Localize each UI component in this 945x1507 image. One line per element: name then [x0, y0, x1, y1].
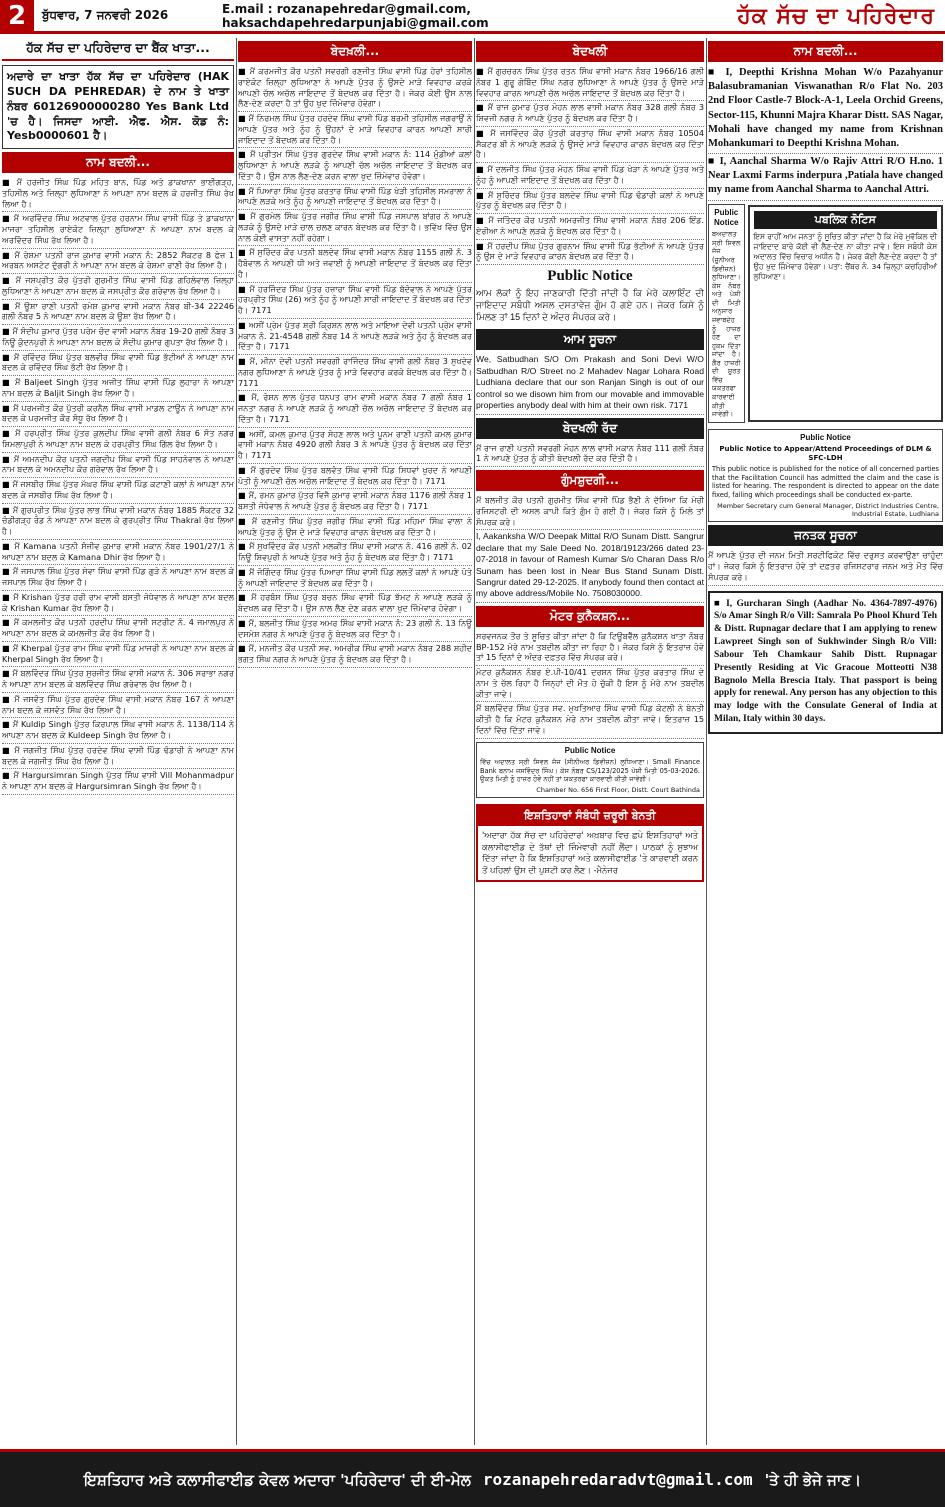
court-notice-title: Public Notice: [564, 745, 616, 755]
notice-text: ਮੈਂ ਹਰਦੀਪ ਸਿੰਘ ਪੁੱਤਰ ਗੁਰਨਾਮ ਸਿੰਘ ਵਾਸੀ ਪਿੰਡ ਭੱਟੀਆਂ ਨੇ ਆਪਣੇ ਪੁੱਤਰ ਨੂੰ ਉਸ ਦੇ ਮਾੜੇ ਵਿਵਹਾਰ ਕਾਰਨ ਬੇਦਖਲ ਕਰ ਦਿੱਤਾ ਹੈ।: [476, 240, 704, 262]
notice-text: ਮੈਂ ਗੁਰਦੇਵ ਸਿੰਘ ਪੁੱਤਰ ਬਲਵੰਤ ਸਿੰਘ ਵਾਸੀ ਪਿੰਡ ਸਿਧਵਾਂ ਖੁਰਦ ਨੇ ਆਪਣੀ ਪੋਤੀ ਨੂੰ ਆਪਣੀ ਚੱਲ ਅਚੱਲ ਜਾਇਦਾਦ ਤੋਂ ਬੇਦਖਲ ਕਰ ਦਿੱਤਾ ਹੈ। 7171: [238, 464, 472, 486]
list-item: [238, 391, 472, 427]
section-heading-disownment: ਬੇਦਖ਼ਲੀ...: [238, 41, 472, 62]
pablic-notice-text: ਇਸ ਰਾਹੀਂ ਆਮ ਜਨਤਾ ਨੂੰ ਸੂਚਿਤ ਕੀਤਾ ਜਾਂਦਾ ਹੈ ਕਿ ਮੇਰੇ ਮੁਵੱਕਿਲ ਦੀ ਜਾਇਦਾਦ ਬਾਰੇ ਕੋਈ ਵੀ ਲੈਣ-ਦੇਣ ਨਾ ਕੀਤਾ ਜਾਵੇ। ਇਸ ਸਬੰਧੀ ਕੇਸ ਅਦਾਲਤ ਵਿੱਚ ਵਿਚਾਰ ਅਧੀਨ ਹੈ। ਜੇਕਰ ਕੋਈ ਲੈਣ-ਦੇਣ ਕਰਦਾ ਹੈ ਤਾਂ ਉਹ ਖੁਦ ਜ਼ਿੰਮੇਵਾਰ ਹੋਵੇਗਾ। ਪਤਾ: ਚੈਂਬਰ ਨੰ. 34 ਜ਼ਿਲ੍ਹਾ ਕਚਹਿਰੀਆਂ ਲੁਧਿਆਣਾ।: [753, 231, 937, 281]
notice-text: ਮੈਂ ਰਵਿੰਦਰ ਸਿੰਘ ਪੁੱਤਰ ਬਲਵੀਰ ਸਿੰਘ ਵਾਸੀ ਪਿੰਡ ਭੱਟੀਆਂ ਨੇ ਆਪਣਾ ਨਾਮ ਬਦਲ ਕੇ ਰਵਿੰਦਰ ਸਿੰਘ ਭੱਟੀ ਰੱਖ ਲਿਆ ਹੈ।: [2, 351, 234, 373]
notice-text: ਮੈਂ Kamana ਪਤਨੀ ਸੰਜੀਵ ਕੁਮਾਰ ਵਾਸੀ ਮਕਾਨ ਨੰਬਰ 1901/27/1 ਨੇ ਆਪਣਾ ਨਾਮ ਬਦਲ ਕੇ Kamana Dhir ਰੱਖ ਲਿਆ ਹੈ।: [2, 540, 234, 562]
list-item: [2, 718, 234, 744]
list-item: [2, 744, 234, 770]
notice-text: ਮੈਂ ਜਸਵੰਤ ਸਿੰਘ ਪੁੱਤਰ ਗੁਰਦੇਵ ਸਿੰਘ ਵਾਸੀ ਮਕਾਨ ਨੰਬਰ 167 ਨੇ ਆਪਣਾ ਨਾਮ ਬਦਲ ਕੇ ਜਸਵੰਤ ਸਿੰਘ ਰੱਖ ਲਿਆ ਹੈ।: [2, 693, 234, 715]
notice-text: ਮੈਂ Kuldip Singh ਪੁੱਤਰ ਕਿਰਪਾਲ ਸਿੰਘ ਵਾਸੀ ਮਕਾਨ ਨੰ. 1138/114 ਨੇ ਆਪਣਾ ਨਾਮ ਬਦਲ ਕੇ Kuldeep Singh ਰੱਖ ਲਿਆ ਹੈ।: [2, 719, 234, 741]
list-item: ਸਰਵਜਨਕ ਤੌਰ ਤੇ ਸੂਚਿਤ ਕੀਤਾ ਜਾਂਦਾ ਹੈ ਕਿ ਟਿਊਬਵੈੱਲ ਕੁਨੈਕਸ਼ਨ ਖਾਤਾ ਨੰਬਰ BP-152 ਮੇਰੇ ਨਾਮ ਤਬਦੀਲ ਕੀਤਾ ਜਾ ਰਿਹਾ ਹੈ। ਜੇਕਰ ਕਿਸੇ ਨੂੰ ਇਤਰਾਜ਼ ਹੋਵੇ ਤਾਂ 15 ਦਿਨਾਂ ਦੇ ਅੰਦਰ ਦਫ਼ਤਰ ਵਿੱਚ ਸੰਪਰਕ ਕਰੇ।: [476, 630, 704, 666]
section-heading-motor-connection: ਮੋਟਰ ਕੁਨੈਕਸ਼ਨ...: [476, 606, 704, 627]
list-item: [238, 464, 472, 490]
list-item: [2, 565, 234, 591]
column-4: [708, 38, 943, 1445]
list-item: [476, 127, 704, 163]
notice-text: ਮੈਂ ਰਣਜੀਤ ਸਿੰਘ ਪੁੱਤਰ ਜਗੀਰ ਸਿੰਘ ਵਾਸੀ ਪਿੰਡ ਮਹਿਮਾ ਸਿੰਘ ਵਾਲਾ ਨੇ ਆਪਣੇ ਪੁੱਤਰ ਨੂੰ ਉਸ ਦੇ ਮਾੜੇ ਵਿਵਹਾਰ ਕਾਰਨ ਬੇਦਖਲ ਕਰ ਦਿੱਤਾ ਹੈ।: [238, 515, 472, 537]
bullet-icon: ■: [2, 479, 13, 490]
bullet-icon: ■: [238, 247, 250, 258]
passport-notice-box: [708, 591, 943, 734]
bullet-icon: ■: [2, 249, 15, 260]
list-item: [476, 101, 704, 127]
list-item: [2, 540, 234, 566]
court-notice-footer-2: Member Secretary cum General Manager, District Industries Centre, Industrial Estate, Ludhiana: [717, 501, 939, 518]
list-item: [2, 591, 234, 617]
list-item: [238, 540, 472, 566]
column-divider: [236, 38, 237, 1445]
bullet-icon: ■: [238, 515, 252, 526]
bank-account-title: ਹੱਕ ਸੱਚ ਦਾ ਪਹਿਰੇਦਾਰ ਦਾ ਬੈਂਕ ਖਾਤਾ...: [2, 38, 234, 61]
court-notice-box: [476, 742, 704, 799]
notice-text: ਮੈਂ ਜਸਪ੍ਰੀਤ ਕੌਰ ਪੁੱਤਰੀ ਗੁਰਮੀਤ ਸਿੰਘ ਵਾਸੀ ਪਿੰਡ ਗਹਿਲੇਵਾਲ ਜ਼ਿਲ੍ਹਾ ਲੁਧਿਆਣਾ ਨੇ ਆਪਣਾ ਨਾਮ ਬਦਲ ਕੇ ਜਸਪ੍ਰੀਤ ਕੌਰ ਗਰੇਵਾਲ ਰੱਖ ਲਿਆ ਹੈ।: [2, 275, 234, 296]
notice-text: ਮੈਂ, ਰਮਨ ਕੁਮਾਰ ਪੁੱਤਰ ਵਿਜੈ ਕੁਮਾਰ ਵਾਸੀ ਮਕਾਨ ਨੰਬਰ 1176 ਗਲੀ ਨੰਬਰ 1 ਬਸਤੀ ਜੋਧੇਵਾਲ ਨੇ ਆਪਣੇ ਪੁੱਤਰ ਨੂੰ ਬੇਦਖਲ ਕਰ ਦਿੱਤਾ ਹੈ। 7171: [238, 490, 472, 511]
list-item: [2, 212, 234, 248]
section-heading-disownment-cancel: ਬੇਦਖਲੀ ਰੱਦ: [476, 418, 704, 439]
list-item: [238, 319, 472, 355]
notice-text: ਮੈਂ ਜਤਿੰਦਰ ਕੌਰ ਪਤਨੀ ਅਮਰਜੀਤ ਸਿੰਘ ਵਾਸੀ ਮਕਾਨ ਨੰਬਰ 206 ਇੰਡ. ਏਰੀਆ ਨੇ ਆਪਣੇ ਲੜਕੇ ਨੂੰ ਬੇਦਖਲ ਕਰ ਦਿੱਤਾ ਹੈ।: [476, 215, 704, 236]
bank-account-box: ਅਦਾਰੇ ਦਾ ਖਾਤਾ ਹੱਕ ਸੱਚ ਦਾ ਪਹਿਰੇਦਾਰ (HAK SUCH DA PEHREDAR) ਦੇ ਨਾਮ ਤੇ ਖਾਤਾ ਨੰਬਰ 60126900000280 Yes Bank Ltd 'ਚ ਹੈ। ਜਿਸਦਾ ਆਈ. ਐਫ. ਐਸ. ਕੋਡ ਨੰ: Yesb0000601 ਹੈ।: [2, 65, 234, 149]
bullet-icon: ■: [238, 66, 250, 76]
list-item: [476, 240, 704, 266]
list-item: [2, 325, 234, 351]
warning-title: ਇਸ਼ਤਿਹਾਰਾਂ ਸੰਬੰਧੀ ਜ਼ਰੂਰੀ ਬੇਨਤੀ: [478, 806, 702, 826]
notice-text: ਮੈਂ ਬਲਵਿੰਦਰ ਸਿੰਘ ਪੁੱਤਰ ਸੁਰਜੀਤ ਸਿੰਘ ਵਾਸੀ ਮਕਾਨ ਨੰ. 306 ਸਰਾਭਾ ਨਗਰ ਨੇ ਆਪਣਾ ਨਾਮ ਬਦਲ ਕੇ ਬਲਵਿੰਦਰ ਸਿੰਘ ਗਰੇਵਾਲ ਰੱਖ ਲਿਆ ਹੈ।: [2, 668, 234, 690]
list-item: ਮੈਂ ਬਲਵਿੰਦਰ ਸਿੰਘ ਪੁੱਤਰ ਸਵ. ਮੁਖਤਿਆਰ ਸਿੰਘ ਵਾਸੀ ਪਿੰਡ ਕੋਟਲੀ ਨੇ ਬੇਨਤੀ ਕੀਤੀ ਹੈ ਕਿ ਮੋਟਰ ਕੁਨੈਕਸ਼ਨ ਮੇਰੇ ਨਾਮ ਤਬਦੀਲ ਕੀਤਾ ਜਾਵੇ। ਇਤਰਾਜ਼ 15 ਦਿਨਾਂ ਵਿੱਚ ਦਿੱਤਾ ਜਾਵੇ।: [476, 702, 704, 738]
notice-text: ਮੈਂ ਗੁਰਚਰਨ ਸਿੰਘ ਪੁੱਤਰ ਰਤਨ ਸਿੰਘ ਵਾਸੀ ਮਕਾਨ ਨੰਬਰ 1966/16 ਗਲੀ ਨੰਬਰ 1 ਗੁਰੂ ਗੋਬਿੰਦ ਸਿੰਘ ਨਗਰ ਲੁਧਿਆਣਾ ਨੇ ਆਪਣੇ ਪੁੱਤਰ ਨੂੰ ਉਸਦੇ ਮਾੜੇ ਵਿਵਹਾਰ ਕਾਰਨ ਆਪਣੀ ਚੱਲ ਅਚੱਲ ਜਾਇਦਾਦ ਤੋਂ ਬੇਦਖਲ ਕਰ ਦਿੱਤਾ ਹੈ।: [476, 66, 704, 98]
bullet-icon: ■: [476, 66, 488, 76]
court-notice-text: ਵਿੱਚ ਅਦਾਲਤ ਸ੍ਰੀ ਸਿਵਲ ਜੱਜ (ਸੀਨੀਅਰ ਡਿਵੀਜ਼ਨ) ਲੁਧਿਆਣਾ। Small Finance Bank ਬਨਾਮ ਜਸਵਿੰਦਰ ਸਿੰਘ। ਕੇਸ ਨੰਬਰ CS/123/2025 ਪੇਸ਼ੀ ਮਿਤੀ 05-03-2026. ਉਕਤ ਮਿਤੀ ਨੂੰ ਹਾਜ਼ਰ ਹੋਵੋ ਨਹੀਂ ਤਾਂ ਯਕਤਰਫਾ ਕਾਰਵਾਈ ਕੀਤੀ ਜਾਵੇਗੀ।: [480, 757, 700, 784]
list-item: [2, 693, 234, 719]
bullet-icon: ■: [238, 617, 249, 628]
bullet-icon: ■: [476, 127, 491, 138]
disownment-list: [238, 65, 472, 668]
section-heading-public-info: ਜਨਤਕ ਸੂਚਨਾ: [708, 525, 943, 546]
page-number: 2: [0, 0, 34, 33]
list-item: [238, 185, 472, 211]
bullet-icon: ■: [2, 566, 13, 577]
list-item: [238, 428, 472, 464]
bullet-icon: ■: [238, 566, 249, 577]
general-notice-text: We, Satbudhan S/O Om Prakash and Soni Devi W/O Satbudhan R/O Street no 2 Mahadev Nagar Lohara Road Ludhiana declare that our son Ranjan Singh is out of our control so we disown him from our movable and immovable properties anybody deal with him at their own risk. 7171: [476, 353, 704, 414]
bullet-icon: ■: [2, 744, 15, 755]
issue-date: ਬੁੱਧਵਾਰ, 7 ਜਨਵਰੀ 2026: [42, 8, 169, 22]
notice-text: ਮੈਂ ਹਰਪ੍ਰੀਤ ਸਿੰਘ ਪੁੱਤਰ ਕੁਲਦੀਪ ਸਿੰਘ ਵਾਸੀ ਗਲੀ ਨੰਬਰ 6 ਸੰਤ ਨਗਰ ਸ਼ਿਮਲਾਪੁਰੀ ਨੇ ਆਪਣਾ ਨਾਮ ਬਦਲ ਕੇ ਹਰਪ੍ਰੀਤ ਸਿੰਘ ਗਿੱਲ ਰੱਖ ਲਿਆ ਹੈ।: [2, 428, 234, 449]
notice-text: ਮੈਂ ਦਲਜੀਤ ਸਿੰਘ ਪੁੱਤਰ ਮੋਹਨ ਸਿੰਘ ਵਾਸੀ ਪਿੰਡ ਖੇੜਾ ਨੇ ਆਪਣੇ ਪੁੱਤਰ ਅਤੇ ਨੂੰਹ ਨੂੰ ਆਪਣੀ ਜਾਇਦਾਦ ਤੋਂ ਬੇਦਖਲ ਕਰ ਦਿੱਤਾ ਹੈ।: [476, 164, 704, 185]
notice-text: ਮੈਂ ਜੋਗਿੰਦਰ ਸਿੰਘ ਪੁੱਤਰ ਪਿਆਰਾ ਸਿੰਘ ਵਾਸੀ ਪਿੰਡ ਲਲਤੋਂ ਕਲਾਂ ਨੇ ਆਪਣੇ ਪੋਤੇ ਨੂੰ ਆਪਣੀ ਜਾਇਦਾਦ ਤੋਂ ਬੇਦਖਲ ਕਰ ਦਿੱਤਾ ਹੈ।: [238, 566, 472, 588]
list-item: [2, 249, 234, 275]
section-heading-general-notice: ਆਮ ਸੂਚਨਾ: [476, 329, 704, 350]
bullet-icon: ■: [2, 668, 13, 679]
advertiser-warning-box: [476, 804, 704, 882]
bullet-icon: ■: [238, 149, 251, 160]
list-item: [2, 351, 234, 377]
page-footer: [0, 1449, 945, 1507]
notice-text: ਮੈਂ ਕਮਲਜੀਤ ਕੌਰ ਪਤਨੀ ਹਰਦੀਪ ਸਿੰਘ ਵਾਸੀ ਸਟਰੀਟ ਨੰ. 4 ਜਮਾਲਪੁਰ ਨੇ ਆਪਣਾ ਨਾਮ ਬਦਲ ਕੇ ਕਮਲਜੀਤ ਕੌਰ ਰੱਖ ਲਿਆ ਹੈ।: [2, 617, 234, 639]
list-item: [476, 163, 704, 189]
bullet-icon: ■: [238, 113, 249, 123]
list-item: [238, 642, 472, 668]
notice-text: ਮੈਂ, ਮਨਜੀਤ ਕੌਰ ਪਤਨੀ ਸਵ. ਅਮਰੀਕ ਸਿੰਘ ਵਾਸੀ ਮਕਾਨ ਨੰਬਰ 288 ਸ਼ਹੀਦ ਭਗਤ ਸਿੰਘ ਨਗਰ ਨੇ ਆਪਣੇ ਪੁੱਤਰ ਨੂੰ ਬੇਦਖਲ ਕਰ ਦਿੱਤਾ ਹੈ।: [238, 643, 472, 664]
notice-text: ਮੈਂ ਅਮਨਦੀਪ ਕੌਰ ਪਤਨੀ ਜਗਦੀਪ ਸਿੰਘ ਵਾਸੀ ਪਿੰਡ ਸਾਹਨੇਵਾਲ ਨੇ ਆਪਣਾ ਨਾਮ ਬਦਲ ਕੇ ਅਮਨਦੀਪ ਕੌਰ ਗਰੇਵਾਲ ਰੱਖ ਲਿਆ ਹੈ।: [2, 453, 234, 475]
list-item: I, Aakanksha W/O Deepak Mittal R/O Sunam Distt. Sangrur declare that my Sale Deed No. 2018/19123/266 dated 23-07-2018 in favour of Ramesh Kumar S/o Charan Dass R/o Sunam has been lost in Near Bus Stand Sunam Distt. Sangrur dated 29-12-2025. If anybody found then contact at my above address/Mobile No. 7508030000.: [476, 530, 704, 603]
notice-row: [708, 201, 943, 426]
name-change-list: [2, 176, 234, 795]
bullet-icon: ■: [2, 504, 13, 515]
notice-text: ਮੈਂ Krishan ਪੁੱਤਰ ਹਰੀ ਰਾਮ ਵਾਸੀ ਬਸਤੀ ਜੋਧੇਵਾਲ ਨੇ ਆਪਣਾ ਨਾਮ ਬਦਲ ਕੇ Krishan Kumar ਰੱਖ ਲਿਆ ਹੈ।: [2, 591, 234, 613]
bullet-icon: ■: [2, 213, 14, 224]
bullet-icon: ■: [238, 392, 252, 403]
notice-text: ਮੈਂ ਜਸਵਿੰਦਰ ਕੌਰ ਪੁੱਤਰੀ ਕਰਤਾਰ ਸਿੰਘ ਵਾਸੀ ਮਕਾਨ ਨੰਬਰ 10504 ਸੈਕਟਰ ਬੀ ਨੇ ਆਪਣੇ ਲੜਕੇ ਨੂੰ ਉਸਦੇ ਮਾੜੇ ਵਿਵਹਾਰ ਕਾਰਨ ਬੇਦਖਲ ਕਰ ਦਿੱਤਾ ਹੈ।: [476, 127, 704, 160]
list-item: ■ I, Deepthi Krishna Mohan W/o Pazahyanur Balasubramanian Viswanathan R/o Flat No. 203 2nd Floor Castle-7 Block-A-1, Leela Orchid Greens, Sector-115, Khunni Majra Kharar Distt. SAS Nagar, Mohali have changed my name from Krishnan Mohankumari to Deepthi Krishna Mohan.: [708, 65, 943, 154]
section-heading-name-change: ਨਾਮ ਬਦਲੀ...: [2, 152, 234, 173]
notice-text: ਮੈਂ ਜਸਪਾਲ ਸਿੰਘ ਪੁੱਤਰ ਸੇਵਾ ਸਿੰਘ ਵਾਸੀ ਪਿੰਡ ਗੁੜੇ ਨੇ ਆਪਣਾ ਨਾਮ ਬਦਲ ਕੇ ਜਸਪਾਲ ਸਿੰਘ ਰੱਖ ਲਿਆ ਹੈ।: [2, 566, 234, 588]
bullet-icon: ■: [238, 643, 249, 654]
notice-text: ਮੈਂ ਰੇਸ਼ਮਾ ਪਤਨੀ ਰਾਜ ਕੁਮਾਰ ਵਾਸੀ ਮਕਾਨ ਨੰ: 2852 ਸੈਕਟਰ 8 ਫੇਜ਼ 1 ਅਰਬਨ ਅਸਟੇਟ ਦੁੱਗਰੀ ਨੇ ਆਪਣਾ ਨਾਮ ਬਦਲ ਕੇ ਰੇਸ਼ਮਾ ਰਾਣੀ ਰੱਖ ਲਿਆ ਹੈ।: [2, 249, 234, 271]
notice-text: ਮੈਂ ਹਰਬੰਸ ਸਿੰਘ ਪੁੱਤਰ ਬਚਨ ਸਿੰਘ ਵਾਸੀ ਪਿੰਡ ਝੱਮਟ ਨੇ ਆਪਣੇ ਲੜਕੇ ਨੂੰ ਬੇਦਖਲ ਕਰ ਦਿੱਤਾ ਹੈ। ਉਸ ਨਾਲ ਲੈਣ ਦੇਣ ਕਰਨ ਵਾਲਾ ਖੁਦ ਜ਼ਿੰਮੇਵਾਰ ਹੋਵੇਗਾ।: [238, 592, 472, 613]
public-notice-box-title: Public Notice: [714, 207, 739, 227]
list-item: [238, 355, 472, 391]
column-1: [2, 38, 234, 1445]
warning-text: 'ਅਦਾਰਾ ਹੱਕ ਸੱਚ ਦਾ ਪਹਿਰੇਦਾਰ' ਅਖ਼ਬਾਰ ਵਿਚ ਛਪੇ ਇਸ਼ਤਿਹਾਰਾਂ ਅਤੇ ਕਲਾਸੀਫਾਈਡ ਦੇ ਤੱਥਾਂ ਦੀ ਜਿੰਮੇਵਾਰੀ ਨਹੀਂ ਲੈਂਦਾ। ਪਾਠਕਾਂ ਨੂੰ ਸੁਝਾਅ ਦਿੱਤਾ ਜਾਂਦਾ ਹੈ ਕਿ ਇਸ਼ਤਿਹਾਰਾਂ ਅਤੇ ਕਲਾਸੀਫਾਈਡ 'ਤੇ ਕਾਰਵਾਈ ਕਰਨ ਤੋਂ ਪਹਿਲਾਂ ਉਸ ਦੀ ਪੁਸ਼ਟੀ ਕਰ ਲੈਣ। -ਮੈਨੇਜਰ: [482, 830, 698, 875]
court-notice-subtitle: Public Notice to Appear/Attend Proceedings of DLM & SFC-LDH: [719, 445, 932, 463]
notice-text: ਮੈਂ ਹਰਜੀਤ ਸਿੰਘ ਪਿੰਡ ਮਹਿਤ ਬਾਨ, ਪਿੰਡ ਅਤੇ ਡਾਕਖਾਨਾ ਭਾਈਗੜ੍ਹ, ਤਹਿਸੀਲ ਅਤੇ ਜ਼ਿਲ੍ਹਾ ਲੁਧਿਆਣਾ ਨੇ ਆਪਣਾ ਨਾਮ ਬਦਲ ਕੇ ਹਰਜੀਤ ਸਿੰਘ ਰੱਖ ਲਿਆ ਹੈ।: [2, 177, 234, 209]
list-item: [2, 376, 234, 402]
court-notice-footer: Chamber No. 656 First Floor, Distt. Court Bathinda: [536, 785, 700, 794]
list-item: [238, 65, 472, 112]
bullet-icon: ■: [2, 351, 14, 362]
column-divider: [706, 38, 707, 1445]
list-item: [2, 769, 234, 795]
notice-text: ਮੈਂ, ਬਲਜੀਤ ਸਿੰਘ ਪੁੱਤਰ ਅਮਰ ਸਿੰਘ ਵਾਸੀ ਮਕਾਨ ਨੰ: 23 ਗਲੀ ਨੰ. 13 ਨਿਊ ਦਸਮੇਸ਼ ਨਗਰ ਨੇ ਆਪਣੇ ਪੁੱਤਰ ਨੂੰ ਬੇਦਖਲ ਕਰ ਦਿੱਤਾ ਹੈ।: [238, 617, 472, 639]
bullet-icon: ■: [238, 592, 252, 603]
list-item: [2, 667, 234, 693]
bullet-icon: ■: [2, 453, 14, 464]
bullet-icon: ■: [2, 428, 16, 439]
notice-text: ਮੈਂ ਕਰਮਜੀਤ ਕੌਰ ਪਤਨੀ ਸਵਰਗੀ ਰਣਜੀਤ ਸਿੰਘ ਵਾਸੀ ਪਿੰਡ ਹੇਰਾਂ ਤਹਿਸੀਲ ਰਾਏਕੋਟ ਜ਼ਿਲ੍ਹਾ ਲੁਧਿਆਣਾ ਨੇ ਆਪਣੇ ਪੁੱਤਰ ਨੂੰ ਉਸਦੇ ਮਾੜੇ ਵਿਵਹਾਰ ਕਰਕੇ ਆਪਣੀ ਚੱਲ ਅਚੱਲ ਜਾਇਦਾਦ ਤੋਂ ਬੇਦਖਲ ਕਰ ਦਿੱਤਾ ਹੈ। ਜੇਕਰ ਕੋਈ ਉਸ ਨਾਲ ਲੈਣ-ਦੇਣ ਕਰਦਾ ਹੈ ਤਾਂ ਉਹ ਖੁਦ ਜ਼ਿੰਮੇਵਾਰ ਹੋਵੇਗਾ।: [238, 66, 472, 109]
column-3: [476, 38, 704, 1445]
list-item: [2, 453, 234, 479]
bullet-icon: ■: [2, 591, 14, 602]
bullet-icon: ■: [2, 326, 13, 337]
list-item: [2, 402, 234, 428]
list-item: [238, 617, 472, 643]
column-2: [238, 38, 472, 1445]
section-heading-disownment-2: ਬੇਦਖਲੀ: [476, 41, 704, 62]
list-item: ■ I, Gurcharan Singh (Aadhar No. 4364-7897-4976) S/o Amar Singh R/o Vill: Samrala Po Phool Khurd Teh & Distt. Rupnagar declare that I am applying to renew Lawpreet Singh son of Sukhwinder Singh R/o Vill: Sabour Teh Chamkaur Sahib Distt. Rupnagar Presently Residing at Vic Gracoue Motteotti N38 Bagnolo Mella Brescia Italy. That passport is being apply for renewal. Any person has any objection to this may lodge with the Consulate General of India at Milan, Italy within 30 days.: [714, 598, 937, 724]
notice-text: ਮੈਂ, ਮੀਨਾ ਦੇਵੀ ਪਤਨੀ ਸਵਰਗੀ ਰਾਜਿੰਦਰ ਸਿੰਘ ਵਾਸੀ ਗਲੀ ਨੰਬਰ 3 ਸੁਖਦੇਵ ਨਗਰ ਲੁਧਿਆਣਾ ਨੇ ਆਪਣੇ ਪੁੱਤਰ ਨੂੰ ਮਾੜੇ ਵਿਵਹਾਰ ਕਰਕੇ ਬੇਦਖਲ ਕਰ ਦਿੱਤਾ ਹੈ। 7171: [238, 356, 472, 388]
list-item: [2, 427, 234, 453]
notice-text: ਮੈਂ ਨਿਰਮਲ ਸਿੰਘ ਪੁੱਤਰ ਹਰਦੇਵ ਸਿੰਘ ਵਾਸੀ ਪਿੰਡ ਬਰਮੀ ਤਹਿਸੀਲ ਜਗਰਾਉਂ ਨੇ ਆਪਣੇ ਪੁੱਤਰ ਅਤੇ ਨੂੰਹ ਨੂੰ ਉਹਨਾਂ ਦੇ ਮਾੜੇ ਵਿਵਹਾਰ ਕਾਰਨ ਆਪਣੀ ਸਾਰੀ ਜਾਇਦਾਦ ਤੋਂ ਬੇਦਖਲ ਕਰ ਦਿੱਤਾ ਹੈ।: [238, 113, 472, 145]
notice-text: ਮੈਂ ਰਾਜ ਕੁਮਾਰ ਪੁੱਤਰ ਮੋਹਨ ਲਾਲ ਵਾਸੀ ਮਕਾਨ ਨੰਬਰ 328 ਗਲੀ ਨੰਬਰ 3 ਸ਼ਿਵਜੀ ਨਗਰ ਨੇ ਆਪਣੇ ਪੁੱਤਰ ਨੂੰ ਬੇਦਖਲ ਕਰ ਦਿੱਤਾ ਹੈ।: [476, 102, 704, 123]
section-heading-lost: ਗੁੰਮਸ਼ੁਦਗੀ...: [476, 470, 704, 491]
list-item: [238, 246, 472, 282]
notice-text: ਮੈਂ ਗੁਰਮੇਲ ਸਿੰਘ ਪੁੱਤਰ ਜਗੀਰ ਸਿੰਘ ਵਾਸੀ ਪਿੰਡ ਜਸਪਾਲ ਬਾਂਗਰ ਨੇ ਆਪਣੇ ਲੜਕੇ ਨੂੰ ਉਸਦੇ ਮਾੜੇ ਚਾਲ ਚਲਣ ਕਾਰਨ ਬੇਦਖਲ ਕਰ ਦਿੱਤਾ ਹੈ। ਭਵਿੱਖ ਵਿੱਚ ਉਸ ਨਾਲ ਕੋਈ ਵਾਸਤਾ ਨਹੀਂ ਰਹੇਗਾ।: [238, 211, 472, 243]
list-item: [2, 274, 234, 300]
bullet-icon: ■: [238, 283, 250, 294]
list-item: [238, 112, 472, 148]
notice-text: ਮੈਂ ਸੰਦੀਪ ਕੁਮਾਰ ਪੁੱਤਰ ਪਰੇਮ ਚੰਦ ਵਾਸੀ ਮਕਾਨ ਨੰਬਰ 19-20 ਗਲੀ ਨੰਬਰ 3 ਨਿਊ ਕੁੰਦਨਪੁਰੀ ਨੇ ਆਪਣਾ ਨਾਮ ਬਦਲ ਕੇ ਸੰਦੀਪ ਕੁਮਾਰ ਗੁਪਤਾ ਰੱਖ ਲਿਆ ਹੈ।: [2, 326, 234, 347]
list-item: [238, 566, 472, 592]
pablic-notice-title: ਪਬਲਿਕ ਨੋਟਿਸ: [754, 211, 937, 229]
notice-text: ਮੈਂ ਪ੍ਰੀਤਮ ਸਿੰਘ ਪੁੱਤਰ ਗੁਰਦੇਵ ਸਿੰਘ ਵਾਸੀ ਮਕਾਨ ਨੰ: 114 ਮੁੰਡੀਆਂ ਕਲਾਂ ਲੁਧਿਆਣਾ ਨੇ ਆਪਣੇ ਲੜਕੇ ਨੂੰ ਆਪਣੀ ਚੱਲ ਅਚੱਲ ਜਾਇਦਾਦ ਤੋਂ ਬੇਦਖਲ ਕਰ ਦਿੱਤਾ ਹੈ। ਉਸ ਨਾਲ ਲੈਣ-ਦੇਣ ਕਰਨ ਵਾਲਾ ਖੁਦ ਜ਼ਿੰਮੇਵਾਰ ਹੋਵੇਗਾ।: [238, 149, 472, 181]
notice-text: ਮੈਂ Baljeet Singh ਪੁੱਤਰ ਅਜੀਤ ਸਿੰਘ ਵਾਸੀ ਪਿੰਡ ਲੁਹਾਰਾ ਨੇ ਆਪਣਾ ਨਾਮ ਬਦਲ ਕੇ Baljit Singh ਰੱਖ ਲਿਆ ਹੈ।: [2, 377, 234, 398]
bullet-icon: ■: [2, 177, 17, 188]
public-notice-title: Public Notice: [547, 268, 633, 284]
court-notice-text-2: This public notice is published for the notice of all concerned parties that the Facilitation Council has admitted the claim and the case is listed for hearing. The respondent is directed to appear on the date fixed, failing which proceedings shall be conducted ex-parte.: [712, 465, 939, 499]
footer-email-link[interactable]: rozanapehredaradvt@gmail.com: [482, 1470, 753, 1489]
bullet-icon: ■: [238, 211, 251, 221]
bullet-icon: ■: [2, 693, 15, 704]
notice-text: ਮੈਂ ਜਗਜੀਤ ਸਿੰਘ ਪੁੱਤਰ ਹਰਦੇਵ ਸਿੰਘ ਵਾਸੀ ਪਿੰਡ ਢੰਡਾਰੀ ਨੇ ਆਪਣਾ ਨਾਮ ਬਦਲ ਕੇ ਜਗਜੀਤ ਸਿੰਘ ਰੱਖ ਲਿਆ ਹੈ।: [2, 744, 234, 766]
court-notice-box-2: [708, 429, 943, 523]
list-item: [2, 478, 234, 504]
bullet-icon: ■: [2, 377, 15, 388]
bullet-icon: ■: [238, 490, 249, 501]
list-item: [238, 515, 472, 541]
list-item: [2, 616, 234, 642]
bullet-icon: ■: [238, 541, 250, 552]
notice-text: ਮੈਂ Hargursimran Singh ਪੁੱਤਰ ਸਿੰਘ ਵਾਸੀ Vill Mohanmadpur ਨੇ ਆਪਣਾ ਨਾਮ ਬਦਲ ਕੇ Hargursimran Singh ਰੱਖ ਲਿਆ ਹੈ।: [2, 770, 234, 792]
bullet-icon: ■: [238, 356, 250, 366]
section-heading-name-change-english: ਨਾਮ ਬਦਲੀ...: [708, 41, 943, 62]
court-notice-title-2: Public Notice: [800, 432, 851, 442]
public-info-text: ਮੈਂ ਆਪਣੇ ਪੁੱਤਰ ਦੀ ਜਨਮ ਮਿਤੀ ਸਰਟੀਫਿਕੇਟ ਵਿੱਚ ਦਰੁਸਤ ਕਰਵਾਉਣਾ ਚਾਹੁੰਦਾ ਹਾਂ। ਜੇਕਰ ਕਿਸੇ ਨੂੰ ਇਤਰਾਜ਼ ਹੋਵੇ ਤਾਂ ਦਫ਼ਤਰ ਰਜਿਸਟਰਾਰ ਜਨਮ ਅਤੇ ਮੌਤ ਵਿੱਚ ਸੰਪਰਕ ਕਰੇ।: [708, 549, 943, 585]
bullet-icon: ■: [2, 275, 16, 286]
list-item: [238, 148, 472, 184]
bullet-icon: ■: [2, 642, 13, 653]
list-item: [476, 214, 704, 240]
bullet-icon: ■: [476, 240, 488, 251]
public-notice-box-text: ਬਅਦਾਲਤ ਸ੍ਰੀ ਸਿਵਲ ਜੱਜ (ਜੂਨੀਅਰ ਡਿਵੀਜ਼ਨ) ਲੁਧਿਆਣਾ। ਕੇਸ ਨੰਬਰ ਅਤੇ ਪੇਸ਼ੀ ਦੀ ਮਿਤੀ ਅਨੁਸਾਰ ਜਵਾਬਦੇਹ ਨੂੰ ਹਾਜ਼ਰ ਹੋਣ ਦਾ ਹੁਕਮ ਦਿੱਤਾ ਜਾਂਦਾ ਹੈ। ਗੈਰ ਹਾਜ਼ਰੀ ਦੀ ਸੂਰਤ ਵਿੱਚ ਯਕਤਰਫਾ ਕਾਰਵਾਈ ਕੀਤੀ ਜਾਵੇਗੀ।: [712, 230, 741, 419]
disownment-list-2: [476, 65, 704, 265]
list-item: [2, 642, 234, 668]
column-divider: [474, 38, 475, 1445]
bullet-icon: ■: [238, 464, 251, 475]
header-email[interactable]: E.mail : rozanapehredar@gmail.com, haksachdapehredarpunjabi@gmail.com: [222, 1, 489, 30]
notice-text: ਮੈਂ ਊਸ਼ਾ ਰਾਣੀ ਪਤਨੀ ਰਮੇਸ਼ ਕੁਮਾਰ ਵਾਸੀ ਮਕਾਨ ਨੰਬਰ ਬੀ-34 22246 ਗਲੀ ਨੰਬਰ 5 ਨੇ ਆਪਣਾ ਨਾਮ ਬਦਲ ਕੇ ਊਸ਼ਾ ਰੱਖ ਲਿਆ ਹੈ।: [2, 300, 234, 322]
notice-text: ਮੈਂ ਪਿਆਰਾ ਸਿੰਘ ਪੁੱਤਰ ਕਰਤਾਰ ਸਿੰਘ ਵਾਸੀ ਪਿੰਡ ਖੇੜੀ ਤਹਿਸੀਲ ਸਮਰਾਲਾ ਨੇ ਆਪਣੇ ਲੜਕੇ ਅਤੇ ਨੂੰਹ ਨੂੰ ਆਪਣੀ ਜਾਇਦਾਦ ਤੋਂ ਬੇਦਖਲ ਕਰ ਦਿੱਤਾ ਹੈ।: [238, 185, 472, 207]
notice-text: ਮੈਂ Kherpal ਪੁੱਤਰ ਰਾਮ ਸਿੰਘ ਵਾਸੀ ਪਿੰਡ ਮਾਜਰੀ ਨੇ ਆਪਣਾ ਨਾਮ ਬਦਲ ਕੇ Kherpal Singh ਰੱਖ ਲਿਆ ਹੈ।: [2, 642, 234, 664]
list-item: ਮੋਟਰ ਕੁਨੈਕਸ਼ਨ ਨੰਬਰ ਏ.ਪੀ-10/41 ਦਰਸ਼ਨ ਸਿੰਘ ਪੁੱਤਰ ਕਰਤਾਰ ਸਿੰਘ ਦੇ ਨਾਮ ਤੇ ਚੱਲ ਰਿਹਾ ਹੈ ਜਿਨ੍ਹਾਂ ਦੀ ਮੌਤ ਹੋ ਚੁੱਕੀ ਹੈ ਇਸ ਨੂੰ ਮੇਰੇ ਨਾਮ ਤਬਦੀਲ ਕੀਤਾ ਜਾਵੇ।: [476, 666, 704, 702]
pablic-notice-box: [748, 205, 943, 422]
bullet-icon: ■: [2, 540, 15, 551]
notice-text: ਮੈਂ ਸੁਰਿੰਦਰ ਕੌਰ ਪਤਨੀ ਬਲਦੇਵ ਸਿੰਘ ਵਾਸੀ ਮਕਾਨ ਨੰਬਰ 1155 ਗਲੀ ਨੰ. 3 ਹੈਬੋਵਾਲ ਨੇ ਆਪਣੀ ਧੀ ਅਤੇ ਜਵਾਈ ਨੂੰ ਆਪਣੀ ਜਾਇਦਾਦ ਤੋਂ ਬੇਦਖਲ ਕਰ ਦਿੱਤਾ ਹੈ।: [238, 247, 472, 279]
disownment-cancel-text: ਮੈਂ ਰਾਜ ਰਾਣੀ ਪਤਨੀ ਸਵਰਗੀ ਮੋਹਨ ਲਾਲ ਵਾਸੀ ਮਕਾਨ ਨੰਬਰ 111 ਗਲੀ ਨੰਬਰ 1 ਨੇ ਆਪਣੇ ਪੁੱਤਰ ਨੂੰ ਕੀਤੀ ਬੇਦਖਲੀ ਰੱਦ ਕਰ ਦਿੱਤੀ ਹੈ।: [476, 442, 704, 468]
masthead-logo: ਹੱਕ ਸੱਚ ਦਾ ਪਹਿਰੇਦਾਰ: [737, 2, 935, 29]
list-item: [238, 210, 472, 246]
bullet-icon: ■: [2, 719, 13, 730]
bullet-icon: ■: [476, 189, 488, 200]
bullet-icon: ■: [2, 402, 14, 413]
notice-text: ਮੈਂ ਅਰਵਿੰਦਰ ਸਿੰਘ ਅਟਵਾਲ ਪੁੱਤਰ ਹਰਨਾਮ ਸਿੰਘ ਵਾਸੀ ਪਿੰਡ ਤੇ ਡਾਕਖਾਨਾ ਮਾਜਰਾ ਤਹਿਸੀਲ ਰਾਏਕੋਟ ਜ਼ਿਲ੍ਹਾ ਲੁਧਿਆਣਾ ਨੇ ਆਪਣਾ ਨਾਮ ਬਦਲ ਕੇ ਅਰਵਿੰਦਰ ਸਿੰਘ ਰੱਖ ਲਿਆ ਹੈ।: [2, 213, 234, 245]
bullet-icon: ■: [476, 102, 488, 113]
notice-text: ਮੈਂ ਗੁਰਪ੍ਰੀਤ ਸਿੰਘ ਪੁੱਤਰ ਲਾਭ ਸਿੰਘ ਵਾਸੀ ਮਕਾਨ ਨੰਬਰ 1885 ਸੈਕਟਰ 32 ਚੰਡੀਗੜ੍ਹ ਰੋਡ ਨੇ ਆਪਣਾ ਨਾਮ ਬਦਲ ਕੇ ਗੁਰਪ੍ਰੀਤ ਸਿੰਘ Thakral ਰੱਖ ਲਿਆ ਹੈ।: [2, 504, 234, 537]
list-item: ■ I, Aanchal Sharma W/o Rajiv Attri R/O H.no. 1 Near Laxmi Farms inderpura ,Patiala have changed my name from Aanchal Sharma to Aanchal Attri.: [708, 154, 943, 201]
list-item: [476, 65, 704, 101]
notice-text: ਮੈਂ ਸੁਰਿੰਦਰ ਸਿੰਘ ਪੁੱਤਰ ਬਲਦੇਵ ਸਿੰਘ ਵਾਸੀ ਪਿੰਡ ਢੰਡਾਰੀ ਕਲਾਂ ਨੇ ਆਪਣੇ ਪੁੱਤਰ ਨੂੰ ਬੇਦਖਲ ਕਰ ਦਿੱਤਾ ਹੈ।: [476, 189, 704, 211]
list-item: [238, 283, 472, 319]
bullet-icon: ■: [238, 319, 249, 330]
notice-text: ਮੈਂ ਹਰਜਿੰਦਰ ਸਿੰਘ ਪੁੱਤਰ ਹਜ਼ਾਰਾ ਸਿੰਘ ਵਾਸੀ ਪਿੰਡ ਬੱਦੋਵਾਲ ਨੇ ਆਪਣੇ ਪੁੱਤਰ ਹਰਪ੍ਰੀਤ ਸਿੰਘ (26) ਅਤੇ ਨੂੰਹ ਨੂੰ ਆਪਣੀ ਸਾਰੀ ਜਾਇਦਾਦ ਤੋਂ ਬੇਦਖਲ ਕਰ ਦਿੱਤਾ ਹੈ। 7171: [238, 283, 472, 315]
bullet-icon: ■: [238, 185, 249, 196]
bullet-icon: ■: [238, 428, 250, 439]
footer-text: ਇਸ਼ਤਿਹਾਰ ਅਤੇ ਕਲਾਸੀਫਾਈਡ ਕੇਵਲ ਅਦਾਰਾ 'ਪਹਿਰੇਦਾਰ' ਦੀ ਈ-ਮੇਲ: [83, 1470, 471, 1489]
public-notice-text: ਆਮ ਲੋਕਾਂ ਨੂੰ ਇਹ ਜਾਣਕਾਰੀ ਦਿੱਤੀ ਜਾਂਦੀ ਹੈ ਕਿ ਮੇਰੇ ਕਲਾਇੰਟ ਦੀ ਜਾਇਦਾਦ ਸਬੰਧੀ ਅਸਲ ਦਸਤਾਵੇਜ਼ ਗੁੰਮ ਹੋ ਗਏ ਹਨ। ਜੇਕਰ ਕਿਸੇ ਨੂੰ ਮਿਲਣ ਤਾਂ 15 ਦਿਨਾਂ ਦੇ ਅੰਦਰ ਸੰਪਰਕ ਕਰੇ।: [476, 288, 704, 323]
bullet-icon: ■: [476, 164, 488, 174]
list-item: [238, 489, 472, 515]
notice-text: ਮੈਂ ਪਰਮਜੀਤ ਕੌਰ ਪੁੱਤਰੀ ਕਰਨੈਲ ਸਿੰਘ ਵਾਸੀ ਮਾਡਲ ਟਾਊਨ ਨੇ ਆਪਣਾ ਨਾਮ ਬਦਲ ਕੇ ਪਰਮਜੀਤ ਕੌਰ ਸੰਧੂ ਰੱਖ ਲਿਆ ਹੈ।: [2, 402, 234, 424]
public-notice-box: [708, 204, 745, 423]
notice-text: ਅਸੀਂ, ਕਮਲ ਕੁਮਾਰ ਪੁੱਤਰ ਸੋਹਣ ਲਾਲ ਅਤੇ ਪੂਨਮ ਰਾਣੀ ਪਤਨੀ ਕਮਲ ਕੁਮਾਰ ਵਾਸੀ ਮਕਾਨ ਨੰਬਰ 4920 ਗਲੀ ਨੰਬਰ 3 ਨੇ ਆਪਣੇ ਪੁੱਤਰ ਨੂੰ ਬੇਦਖਲ ਕਰ ਦਿੱਤਾ ਹੈ। 7171: [238, 428, 472, 460]
list-item: ਮੈਂ ਬਲਜੀਤ ਕੌਰ ਪਤਨੀ ਗੁਰਮੀਤ ਸਿੰਘ ਵਾਸੀ ਪਿੰਡ ਭੈਣੀ ਨੇ ਦੱਸਿਆ ਕਿ ਮੇਰੀ ਰਜਿਸਟਰੀ ਦੀ ਅਸਲ ਕਾਪੀ ਕਿਤੇ ਗੁੰਮ ਹੋ ਗਈ ਹੈ। ਜੇਕਰ ਕਿਸੇ ਨੂੰ ਮਿਲੇ ਤਾਂ ਸੰਪਰਕ ਕਰੇ।: [476, 494, 704, 530]
list-item: [238, 591, 472, 617]
page-header: [0, 0, 945, 34]
bullet-icon: ■: [476, 215, 489, 225]
notice-text: ਮੈਂ ਜਸਬੀਰ ਸਿੰਘ ਪੁੱਤਰ ਮੱਘਰ ਸਿੰਘ ਵਾਸੀ ਪਿੰਡ ਕਟਾਣੀ ਕਲਾਂ ਨੇ ਆਪਣਾ ਨਾਮ ਬਦਲ ਕੇ ਜਸਬੀਰ ਸਿੰਘ ਰੱਖ ਲਿਆ ਹੈ।: [2, 479, 234, 500]
bullet-icon: ■: [2, 770, 14, 781]
bullet-icon: ■: [2, 300, 15, 311]
footer-suffix: 'ਤੇ ਹੀ ਭੇਜੇ ਜਾਣ।: [764, 1470, 862, 1489]
list-item: [476, 189, 704, 215]
bullet-icon: ■: [2, 617, 14, 628]
notice-text: ਅਸੀਂ ਪ੍ਰੇਮ ਪੁੱਤਰ ਸ਼੍ਰੀ ਕ੍ਰਿਸ਼ਨ ਲਾਲ ਅਤੇ ਮਾਇਆ ਦੇਵੀ ਪਤਨੀ ਪ੍ਰੇਮ ਵਾਸੀ ਮਕਾਨ ਨੰ. 21-4548 ਗਲੀ ਨੰਬਰ 14 ਨੇ ਆਪਣੇ ਲੜਕੇ ਅਤੇ ਨੂੰਹ ਨੂੰ ਬੇਦਖਲ ਕਰ ਦਿੱਤਾ ਹੈ। 7171: [238, 319, 472, 352]
list-item: [2, 504, 234, 540]
list-item: [2, 300, 234, 326]
list-item: [2, 176, 234, 212]
notice-text: ਮੈਂ, ਰੋਸ਼ਨ ਲਾਲ ਪੁੱਤਰ ਧਨਪਤ ਰਾਮ ਵਾਸੀ ਮਕਾਨ ਨੰਬਰ 7 ਗਲੀ ਨੰਬਰ 1 ਜਨਤਾ ਨਗਰ ਨੇ ਆਪਣੇ ਲੜਕੇ ਨੂੰ ਆਪਣੀ ਚੱਲ ਅਚੱਲ ਜਾਇਦਾਦ ਤੋਂ ਬੇਦਖਲ ਕਰ ਦਿੱਤਾ ਹੈ। 7171: [238, 392, 472, 424]
notice-text: ਮੈਂ ਸੁਖਵਿੰਦਰ ਕੌਰ ਪਤਨੀ ਮਲਕੀਤ ਸਿੰਘ ਵਾਸੀ ਮਕਾਨ ਨੰ. 416 ਗਲੀ ਨੰ. 02 ਨਿਊ ਸ਼ਿਵਪੁਰੀ ਨੇ ਆਪਣੇ ਪੁੱਤਰ ਅਤੇ ਨੂੰਹ ਨੂੰ ਬੇਦਖਲ ਕਰ ਦਿੱਤਾ ਹੈ। 7171: [238, 541, 472, 562]
